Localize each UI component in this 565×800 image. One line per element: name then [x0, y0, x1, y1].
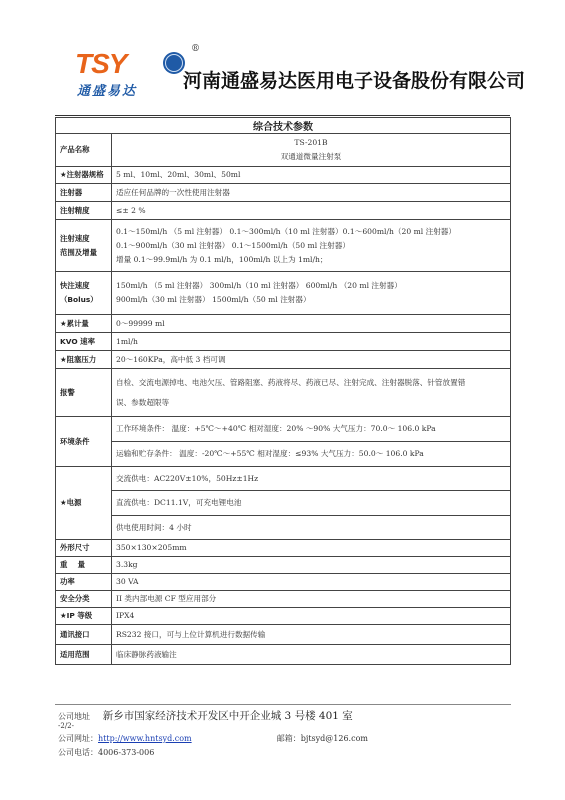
- value-line: 0.1～900ml/h（30 ml 注射器） 0.1～1500ml/h（50 ml 注射器）: [116, 240, 350, 250]
- row-label: ★阻塞压力: [56, 351, 112, 369]
- row-value: IPX4: [112, 608, 511, 625]
- value-line: 直流供电：DC11.1V，可充电锂电池: [112, 491, 510, 516]
- footer-phone: [58, 747, 154, 758]
- row-label: ★注射器规格: [56, 167, 112, 184]
- row-value: RS232 接口，可与上位计算机进行数据传输: [112, 625, 511, 645]
- header-divider: [55, 115, 510, 116]
- row-label: KVO 速率: [56, 333, 112, 351]
- row-label: 重 量: [56, 557, 112, 574]
- table-title: 综合技术参数: [56, 118, 511, 134]
- address-label: 公司地址: [58, 712, 90, 721]
- row-label: 通讯接口: [56, 625, 112, 645]
- row-value: [112, 134, 511, 167]
- value-line: 供电使用时间：4 小时: [116, 523, 192, 532]
- table-row: [56, 272, 511, 315]
- logo-text: TSY: [75, 48, 127, 79]
- row-value: 适应任何品牌的一次性使用注射器: [112, 184, 511, 202]
- value-line: 150ml/h （5 ml 注射器） 300ml/h（10 ml 注射器） 600ml/h （20 ml 注射器）: [116, 281, 402, 290]
- row-value: [112, 369, 511, 417]
- table-row: [56, 220, 511, 272]
- product-name: 双通道微量注射泵: [280, 152, 342, 161]
- logo-chinese-text: 通盛易达: [77, 83, 138, 98]
- value-line: 900ml/h（30 ml 注射器） 1500ml/h（50 ml 注射器）: [116, 295, 311, 304]
- row-value: 5 ml、10ml、20ml、30ml、50ml: [112, 167, 511, 184]
- footer-divider: [55, 704, 511, 705]
- value-line: 工作环境条件： 温度：+5℃～+40℃ 相对湿度：20% ～90% 大气压力：70.0～ 106.0 kPa: [112, 417, 510, 442]
- table-row: [56, 591, 511, 608]
- row-value: ≤± 2 %: [112, 202, 511, 220]
- phone-value: 4006-373-006: [98, 748, 155, 757]
- row-label: 功率: [56, 574, 112, 591]
- table-row: [56, 202, 511, 220]
- row-label: ★电源: [56, 467, 112, 540]
- row-label: 注射精度: [56, 202, 112, 220]
- value-line: 运输和贮存条件： 温度：-20℃～+55℃ 相对湿度：≤93% 大气压力：50.0～ 106.0 kPa: [116, 449, 424, 458]
- registered-mark: ®: [191, 44, 200, 54]
- website-link[interactable]: http://www.hntsyd.com: [98, 734, 192, 743]
- address-value: 新乡市国家经济技术开发区中开企业城 3 号楼 401 室: [102, 710, 353, 722]
- row-value: [112, 272, 511, 315]
- table-row: [56, 351, 511, 369]
- row-label: [56, 220, 112, 272]
- table-row: [56, 540, 511, 557]
- row-label: 外形尺寸: [56, 540, 112, 557]
- table-row: [56, 625, 511, 645]
- table-row: [56, 167, 511, 184]
- table-row: [56, 557, 511, 574]
- model-number: TS-201B: [294, 138, 328, 147]
- table-row: [56, 333, 511, 351]
- table-row: [56, 645, 511, 665]
- row-label: 产品名称: [56, 134, 112, 167]
- row-value: 3.3kg: [112, 557, 511, 574]
- row-label: 安全分类: [56, 591, 112, 608]
- email-label: 邮箱：: [276, 734, 301, 743]
- page-number: -2/2-: [58, 722, 74, 730]
- row-value: [112, 417, 511, 467]
- footer-contact-row: [58, 733, 368, 744]
- row-value: 0～99999 ml: [112, 315, 511, 333]
- row-value: 临床静脉药液输注: [112, 645, 511, 665]
- value-line: 0.1～150ml/h （5 ml 注射器） 0.1～300ml/h（10 ml 注射器）0.1～600ml/h（20 ml 注射器）: [116, 226, 456, 236]
- label-line: 范围及增量: [60, 247, 97, 257]
- spec-table: [55, 117, 511, 665]
- page-header: [55, 40, 526, 100]
- value-line: 交流供电：AC220V±10%，50Hz±1Hz: [112, 467, 510, 491]
- label-line: 快注速度: [60, 281, 90, 290]
- email-value: bjtsyd@126.com: [300, 734, 368, 743]
- value-line: 增量 0.1～99.9ml/h 为 0.1 ml/h，100ml/h 以上为 1ml/h；: [116, 254, 328, 264]
- table-row: [56, 467, 511, 540]
- row-label: [56, 272, 112, 315]
- website-label: 公司网址：: [58, 734, 98, 743]
- company-name: 河南通盛易达医用电子设备股份有限公司: [183, 70, 526, 92]
- table-row: [56, 184, 511, 202]
- table-row: [56, 315, 511, 333]
- label-line: （Bolus）: [60, 295, 98, 304]
- row-label: 注射器: [56, 184, 112, 202]
- row-value: 350×130×205mm: [112, 540, 511, 557]
- table-row: [56, 369, 511, 417]
- row-value: [112, 220, 511, 272]
- value-line: 误、参数超限等: [116, 397, 170, 407]
- label-line: 注射速度: [60, 233, 90, 243]
- row-value: 30 VA: [112, 574, 511, 591]
- row-label: ★累计量: [56, 315, 112, 333]
- row-label: 适用范围: [56, 645, 112, 665]
- phone-label: 公司电话：: [58, 748, 98, 757]
- row-value: [112, 467, 511, 540]
- row-value: 1ml/h: [112, 333, 511, 351]
- row-value: 20～160KPa，高中低 3 档可调: [112, 351, 511, 369]
- table-row: [56, 134, 511, 167]
- value-line: 自检、交流电源掉电、电池欠压、管路阻塞、药液将尽、药液已尽、注射完成、注射器脱落、针管放置错: [116, 377, 466, 387]
- row-label: 环境条件: [56, 417, 112, 467]
- table-title-row: [56, 118, 511, 134]
- row-label: ★IP 等级: [56, 608, 112, 625]
- table-row: [56, 608, 511, 625]
- table-row: [56, 417, 511, 467]
- row-value: II 类内部电源 CF 型应用部分: [112, 591, 511, 608]
- globe-icon: [163, 52, 185, 74]
- table-row: [56, 574, 511, 591]
- footer-address: [58, 708, 353, 723]
- row-label: 报警: [56, 369, 112, 417]
